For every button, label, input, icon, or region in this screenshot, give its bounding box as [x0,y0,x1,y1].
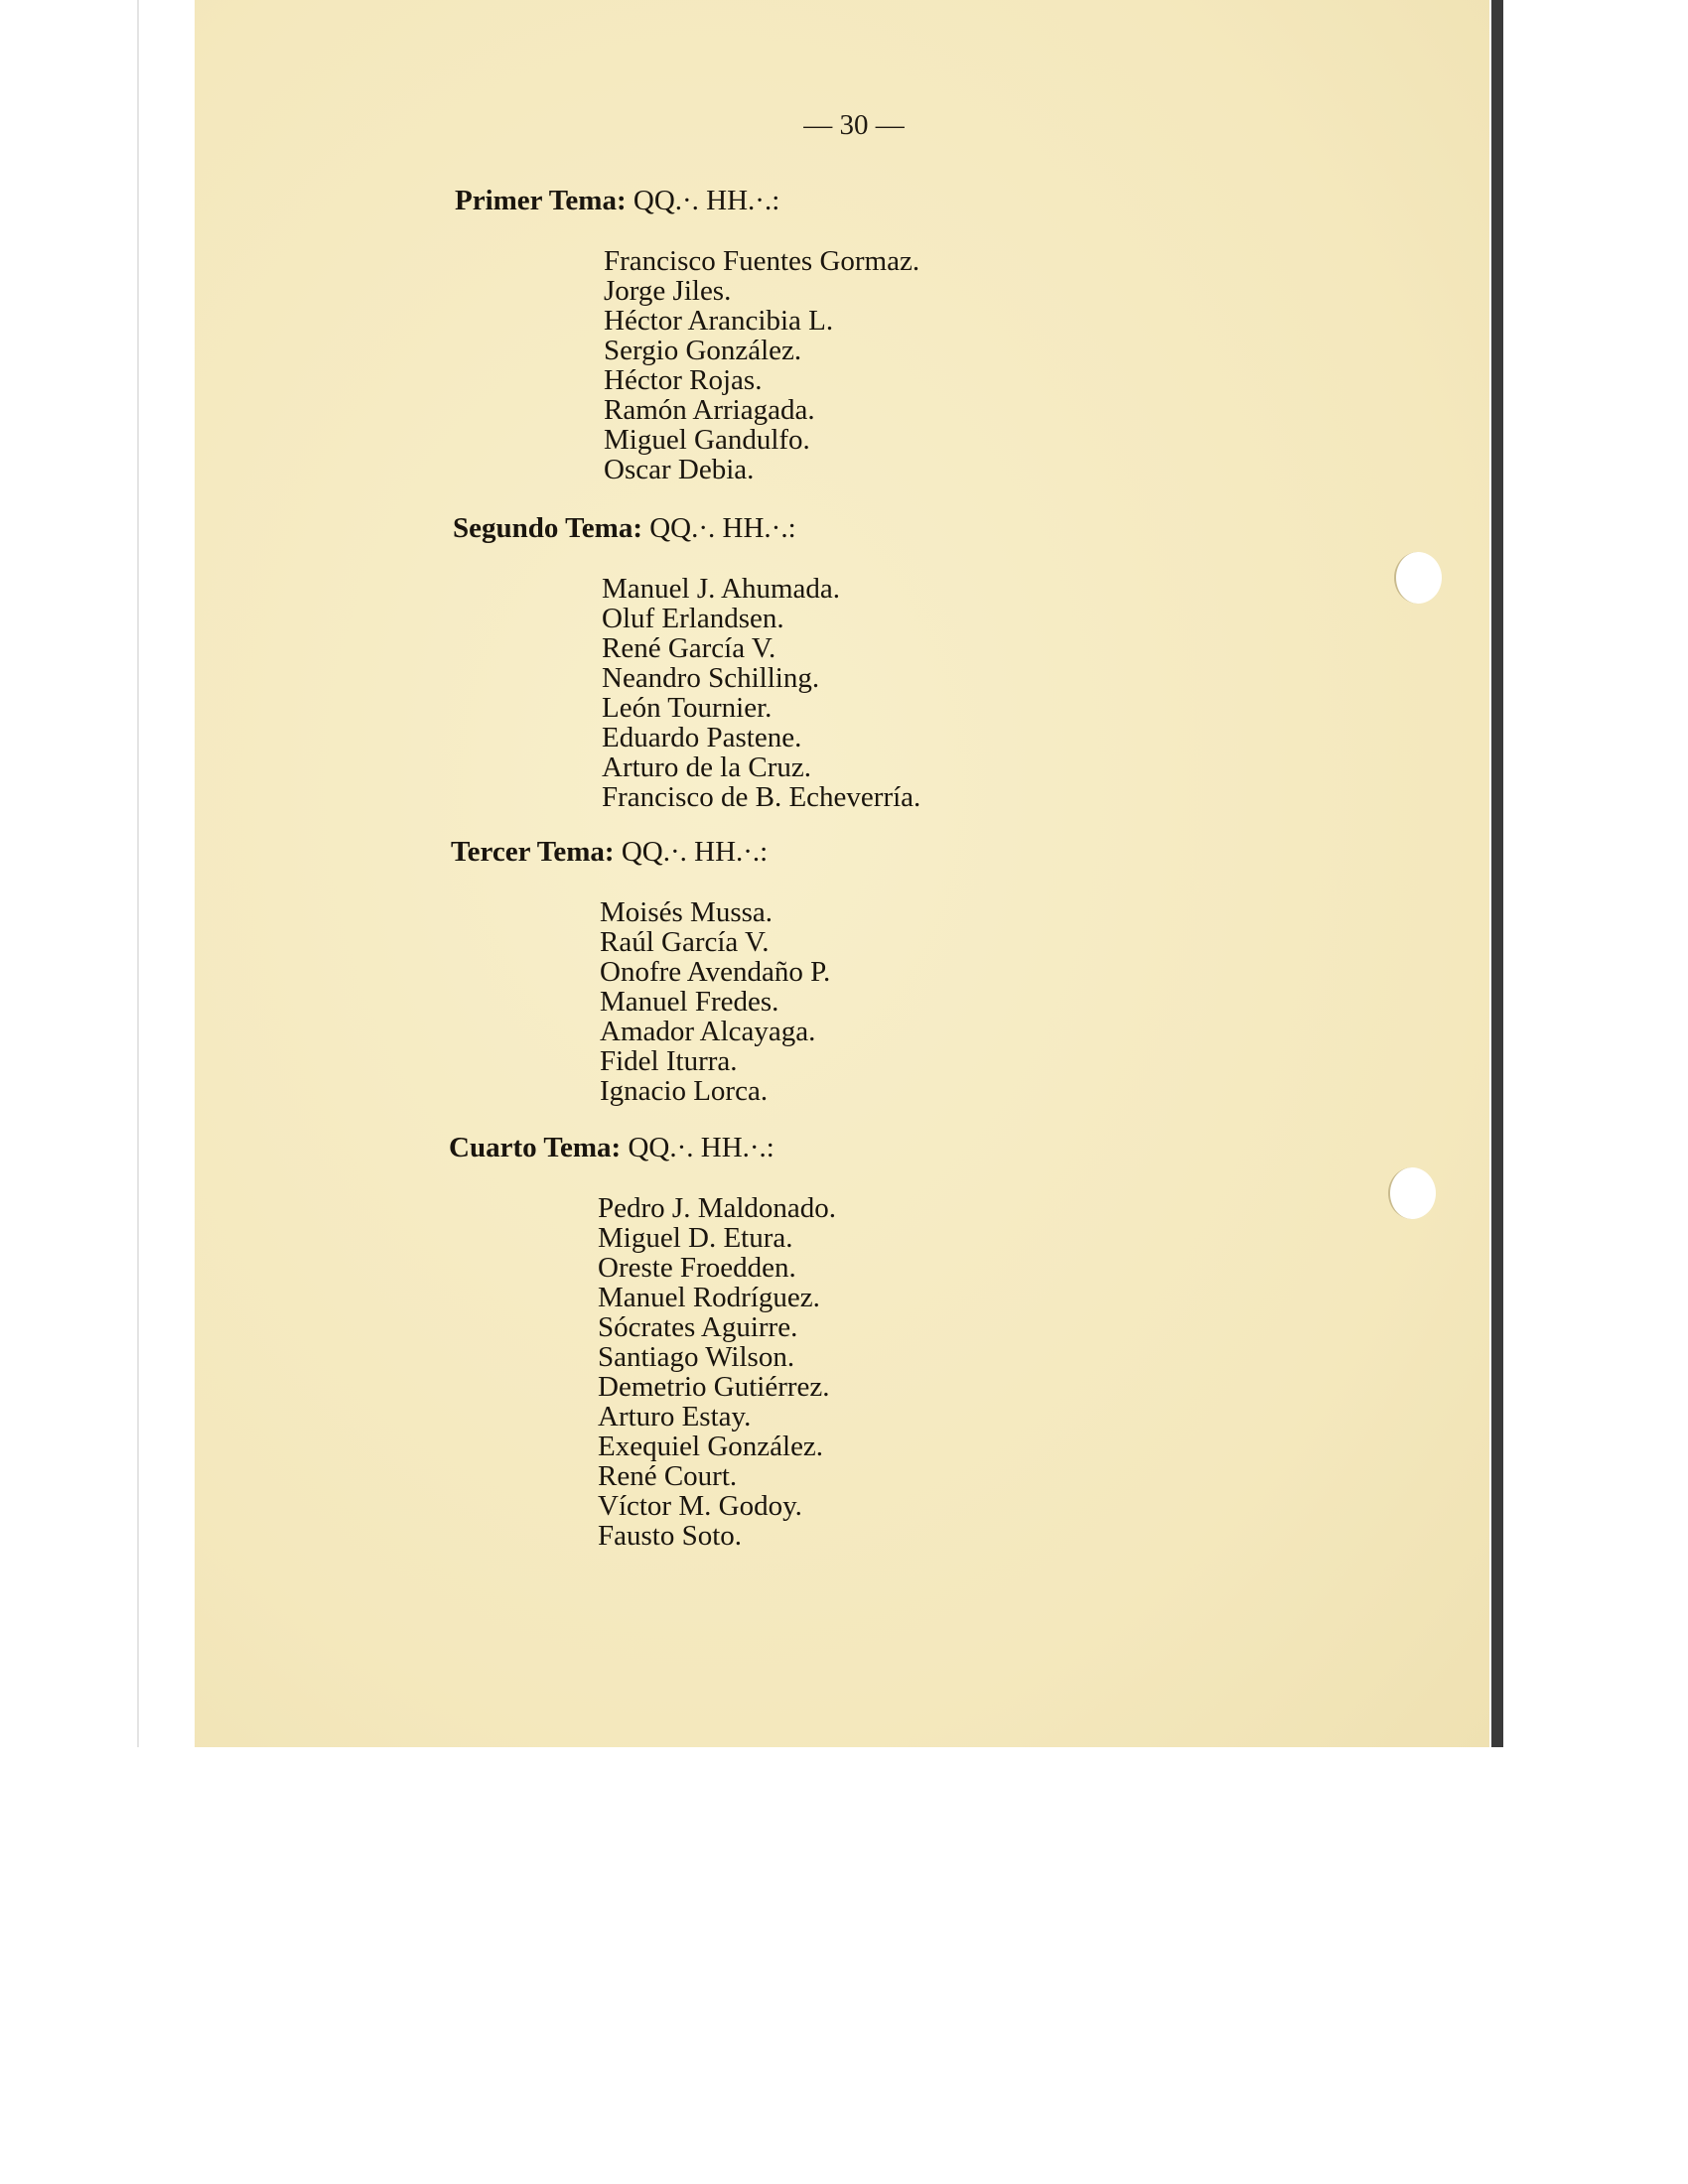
list-item: León Tournier. [602,692,773,724]
list-item: Pedro J. Maldonado. [598,1192,837,1224]
list-item: Moisés Mussa. [600,896,774,928]
page-number: — 30 — [803,109,905,141]
list-item: Miguel Gandulfo. [604,424,810,456]
section-title: Primer Tema: [455,185,627,216]
list-item: Jorge Jiles. [604,275,732,307]
list-item: Santiago Wilson. [598,1341,795,1373]
list-item: Oreste Froedden. [598,1252,796,1284]
section-honorific: QQ.·. HH.·.: [628,1132,774,1163]
list-item: Amador Alcayaga. [600,1016,816,1047]
punch-hole [1388,1167,1436,1219]
list-item: Ignacio Lorca. [600,1075,769,1107]
section-honorific: QQ.·. HH.·.: [649,512,796,544]
section-heading-cuarto-tema [449,1132,774,1164]
list-item: Manuel Fredes. [600,986,779,1018]
name-list-cuarto-tema [598,1193,836,1551]
list-item: Oluf Erlandsen. [602,603,784,634]
list-item: Eduardo Pastene. [602,722,802,753]
section-heading-tercer-tema [451,836,768,869]
list-item: Manuel J. Ahumada. [602,573,841,605]
list-item: Raúl García V. [600,926,770,958]
list-item: Héctor Rojas. [604,364,763,396]
list-item: René García V. [602,632,776,664]
list-item: Manuel Rodríguez. [598,1282,820,1313]
list-item: Demetrio Gutiérrez. [598,1371,830,1403]
name-list-tercer-tema [600,897,830,1106]
section-title: Cuarto Tema: [449,1132,622,1163]
section-honorific: QQ.·. HH.·.: [633,185,780,216]
list-item: Francisco Fuentes Gormaz. [604,245,920,277]
section-heading-segundo-tema [453,512,796,545]
list-item: Héctor Arancibia L. [604,305,834,337]
list-item: Arturo de la Cruz. [602,751,811,783]
name-list-segundo-tema [602,574,920,812]
section-honorific: QQ.·. HH.·.: [621,836,769,868]
list-item: Exequiel González. [598,1431,824,1462]
list-item: Fausto Soto. [598,1520,743,1552]
list-item: Francisco de B. Echeverría. [602,781,921,813]
list-item: Víctor M. Godoy. [598,1490,802,1522]
name-list-primer-tema [604,246,919,484]
punch-hole [1394,552,1442,604]
section-title: Tercer Tema: [451,836,615,868]
section-heading-primer-tema [455,185,779,217]
list-item: Neandro Schilling. [602,662,820,694]
list-item: Sergio González. [604,335,802,366]
list-item: René Court. [598,1460,738,1492]
list-item: Onofre Avendaño P. [600,956,831,988]
section-title: Segundo Tema: [453,512,642,544]
list-item: Arturo Estay. [598,1401,752,1433]
list-item: Ramón Arriagada. [604,394,815,426]
list-item: Fidel Iturra. [600,1045,738,1077]
binding-edge [1491,0,1503,1747]
scan-left-edge [137,0,139,1747]
list-item: Miguel D. Etura. [598,1222,793,1254]
list-item: Sócrates Aguirre. [598,1311,798,1343]
list-item: Oscar Debia. [604,454,755,485]
